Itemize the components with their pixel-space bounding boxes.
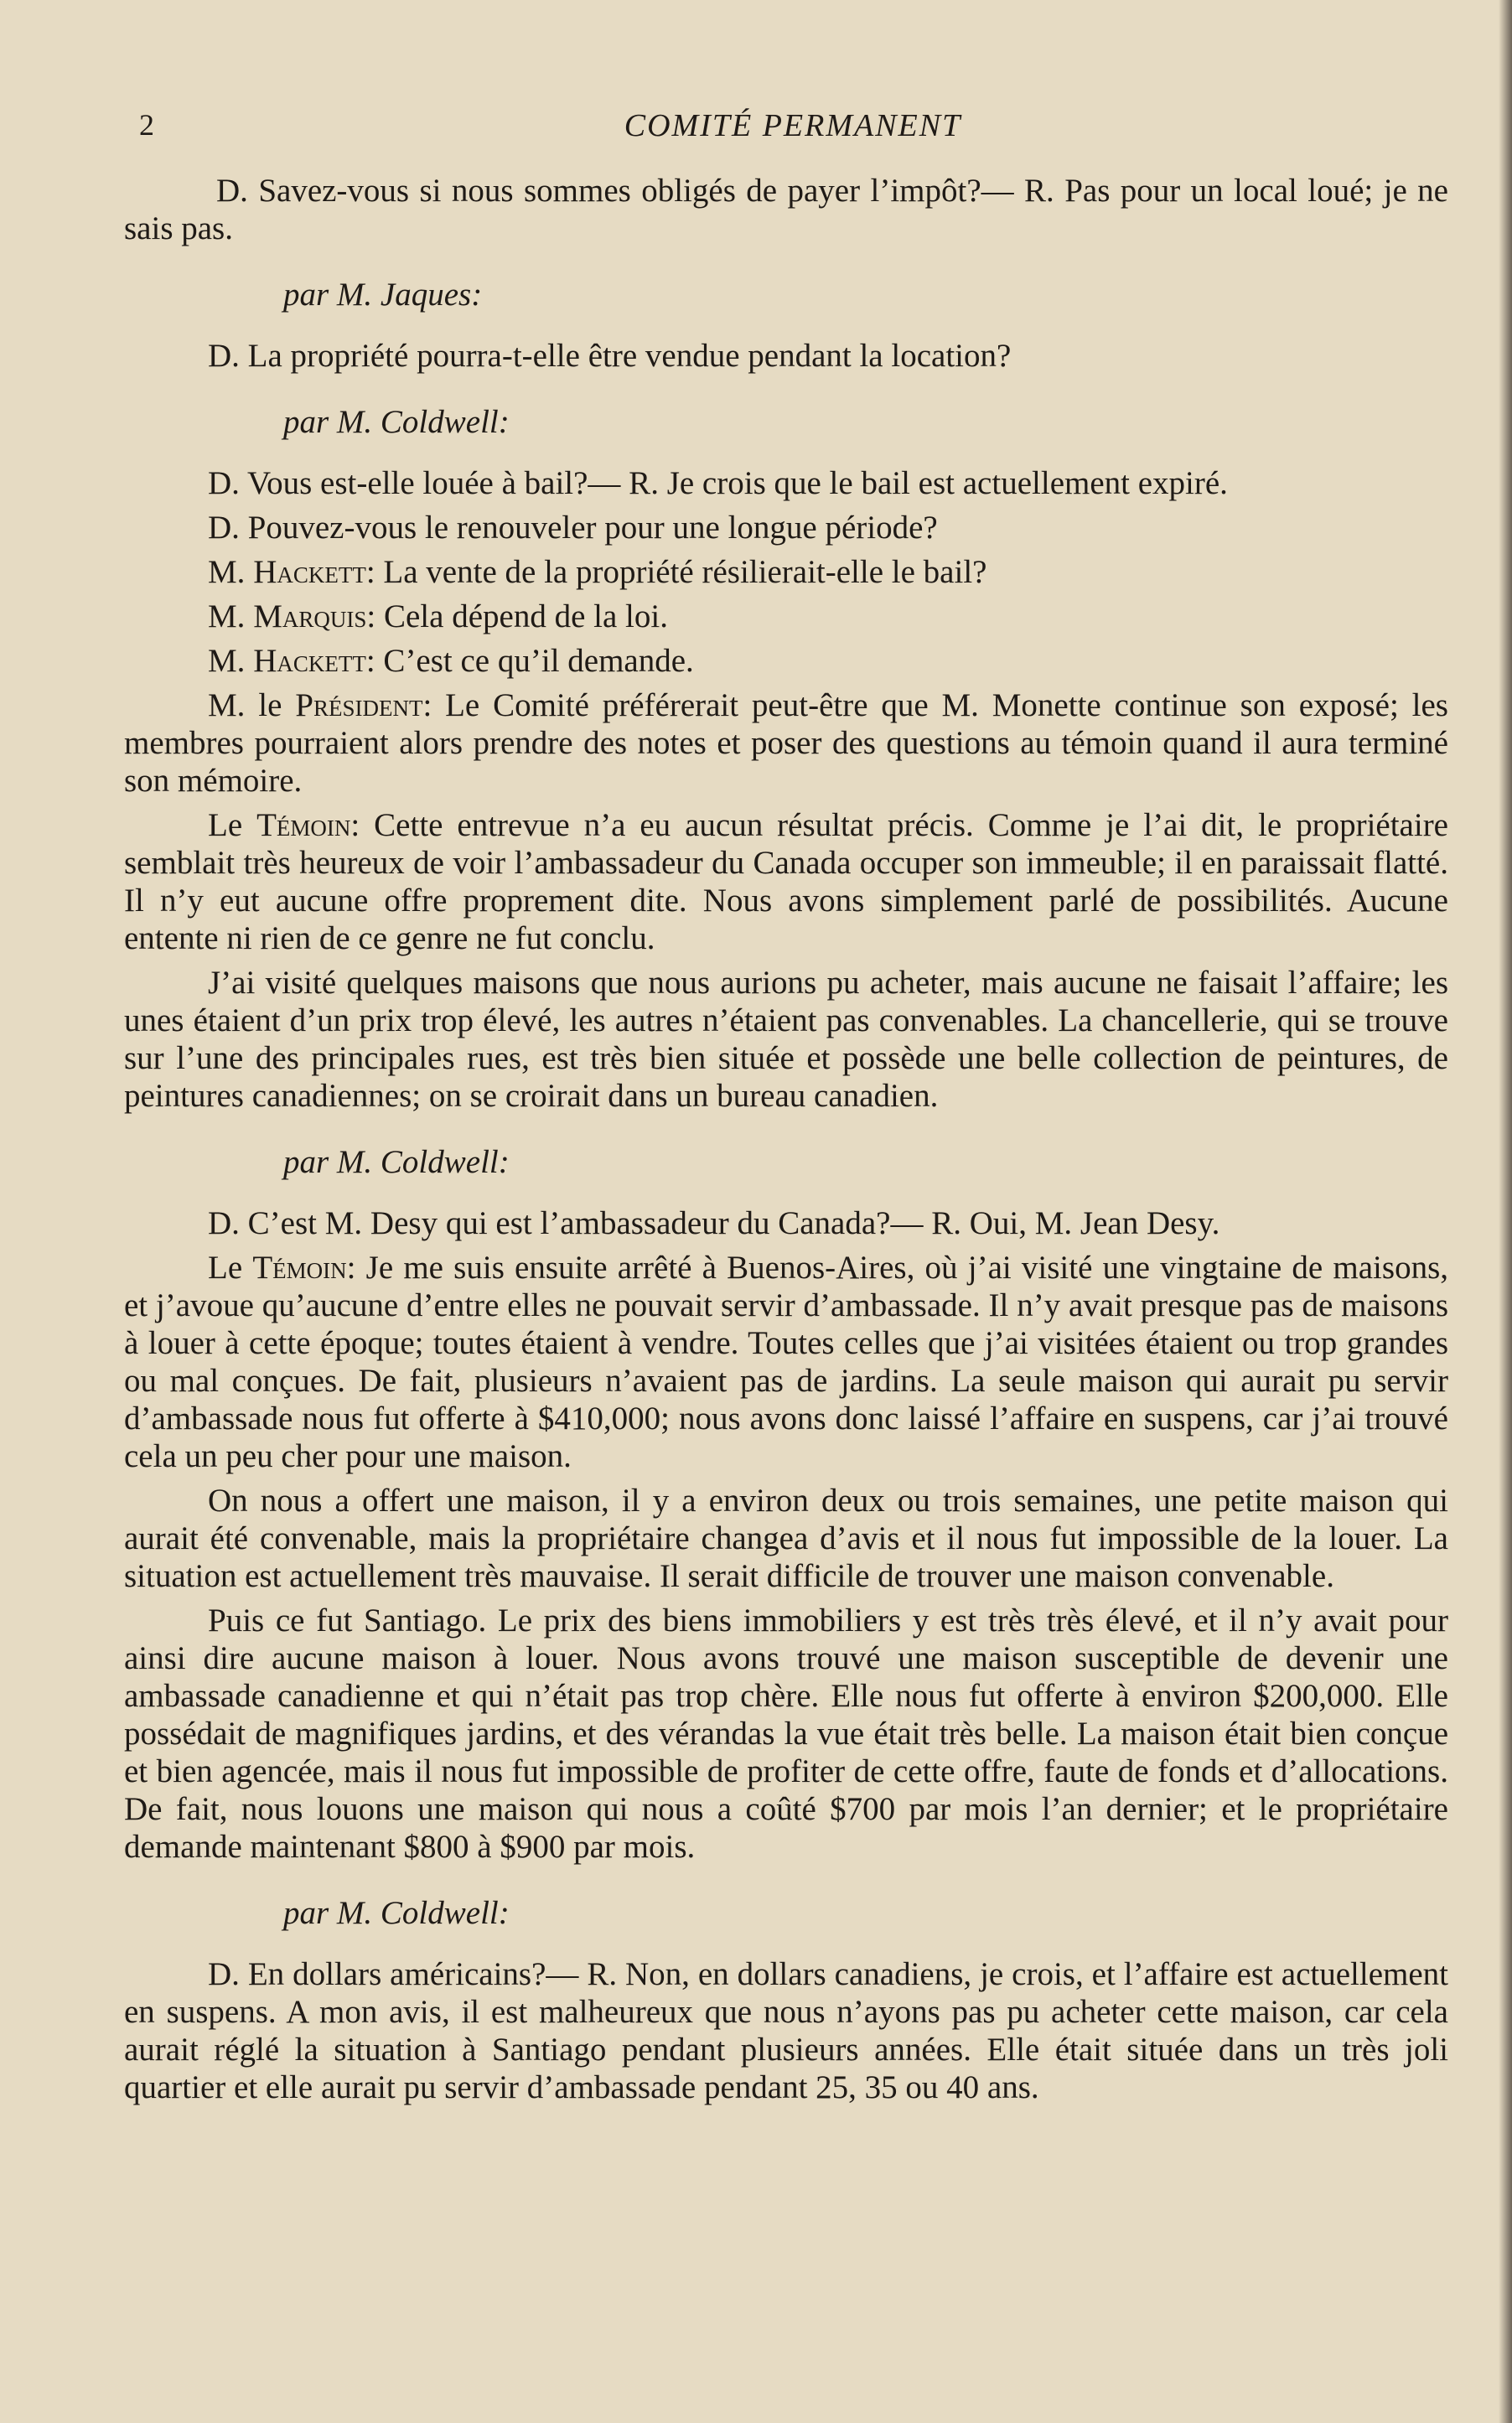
paragraph: D. C’est M. Desy qui est l’ambassadeur du Canada?— R. Oui, M. Jean Desy.: [208, 1205, 1220, 1241]
paragraph: M. Hackett: C’est ce qu’il demande.: [208, 643, 694, 679]
paragraph: M. Hackett: La vente de la propriété résilierait-elle le bail?: [208, 554, 987, 590]
running-title: COMITÉ PERMANENT: [624, 108, 962, 143]
speaker-name: Témoin: [252, 1250, 347, 1286]
page-number: 2: [139, 108, 154, 142]
speaker-name: Président: [295, 687, 423, 723]
speaker-name: Témoin: [256, 807, 351, 843]
paragraph: On nous a offert une maison, il y a environ deux ou trois semaines, une petite maison qui aurait été convenable, mais la propriétaire changea d’avis et il nous fut impossible de la louer. La situation est actuellement très mauvaise. Il serait difficile de trouver une maison convenable.: [124, 1483, 1448, 1594]
document-body: [124, 172, 1448, 2113]
paragraph: D. Savez-vous si nous sommes obligés de payer l’impôt?— R. Pas pour un local loué; je ne sais pas.: [124, 173, 1448, 246]
speaker-heading: par M. Coldwell:: [283, 1895, 510, 1931]
paragraph: D. En dollars américains?— R. Non, en dollars canadiens, je crois, et l’affaire est actuellement en suspens. A mon avis, il est malheureux que nous n’ayons pas pu acheter cette maison, car cela aurait réglé la situation à Santiago pendant plusieurs années. Elle était située dans un très joli quartier et elle aurait pu servir d’ambassade pendant 25, 35 ou 40 ans.: [124, 1956, 1448, 2105]
speaker-name: Hackett: [253, 554, 366, 590]
paragraph: D. Pouvez-vous le renouveler pour une longue période?: [208, 510, 938, 546]
paragraph: D. Vous est-elle louée à bail?— R. Je crois que le bail est actuellement expiré.: [208, 465, 1228, 501]
speaker-heading: par M. Coldwell:: [283, 1144, 510, 1180]
paragraph: M. Marquis: Cela dépend de la loi.: [208, 598, 668, 634]
paragraph: Puis ce fut Santiago. Le prix des biens immobiliers y est très très élevé, et il n’y avait pour ainsi dire aucune maison à louer. Nous avons trouvé une maison susceptible de devenir une ambassade canadienne et qui n’était pas trop chère. Elle nous fut offerte à environ $200,000. Elle possédait de magnifiques jardins, et des vérandas la vue était très belle. La maison était bien conçue et bien agencée, mais il nous fut impossible de profiter de cette offre, faute de fonds et d’allocations. De fait, nous louons une maison qui nous a coûté $700 par mois l’an dernier; et le propriétaire demande maintenant $800 à $900 par mois.: [124, 1602, 1448, 1865]
paragraph: J’ai visité quelques maisons que nous aurions pu acheter, mais aucune ne faisait l’affaire; les unes étaient d’un prix trop élevé, les autres n’étaient pas convenables. La chancellerie, qui se trouve sur l’une des principales rues, est très bien située et possède une belle collection de peintures, de peintures canadiennes; on se croirait dans un bureau canadien.: [124, 965, 1448, 1114]
speaker-name: Marquis: [253, 598, 367, 634]
paragraph: D. La propriété pourra-t-elle être vendue pendant la location?: [208, 338, 1012, 374]
page-edge-shadow: [1499, 0, 1512, 2423]
speaker-name: Hackett: [253, 643, 366, 679]
paragraph: Le Témoin: Je me suis ensuite arrêté à Buenos-Aires, où j’ai visité une vingtaine de maisons, et j’avoue qu’aucune d’entre elles ne pouvait servir d’ambassade. Il n’y avait presque pas de maisons à louer à cette époque; toutes étaient à vendre. Toutes celles que j’ai visitées étaient ou trop grandes ou mal conçues. De fait, plusieurs n’avaient pas de jardins. La seule maison qui aurait pu servir d’ambassade nous fut offerte à $410,000; nous avons donc laissé l’affaire en suspens, car j’ai trouvé cela un peu cher pour une maison.: [124, 1250, 1448, 1474]
paragraph: M. le Président: Le Comité préférerait peut-être que M. Monette continue son exposé; les membres pourraient alors prendre des notes et poser des questions au témoin quand il aura terminé son mémoire.: [124, 687, 1448, 799]
speaker-heading: par M. Jaques:: [283, 277, 483, 313]
paragraph: Le Témoin: Cette entrevue n’a eu aucun résultat précis. Comme je l’ai dit, le propriétaire semblait très heureux de voir l’ambassadeur du Canada occuper son immeuble; il en paraissait flatté. Il n’y eut aucune offre proprement dite. Nous avons simplement parlé de possibilités. Aucune entente ni rien de ce genre ne fut conclu.: [124, 807, 1448, 956]
speaker-heading: par M. Coldwell:: [283, 404, 510, 440]
page-header: [139, 107, 1447, 149]
